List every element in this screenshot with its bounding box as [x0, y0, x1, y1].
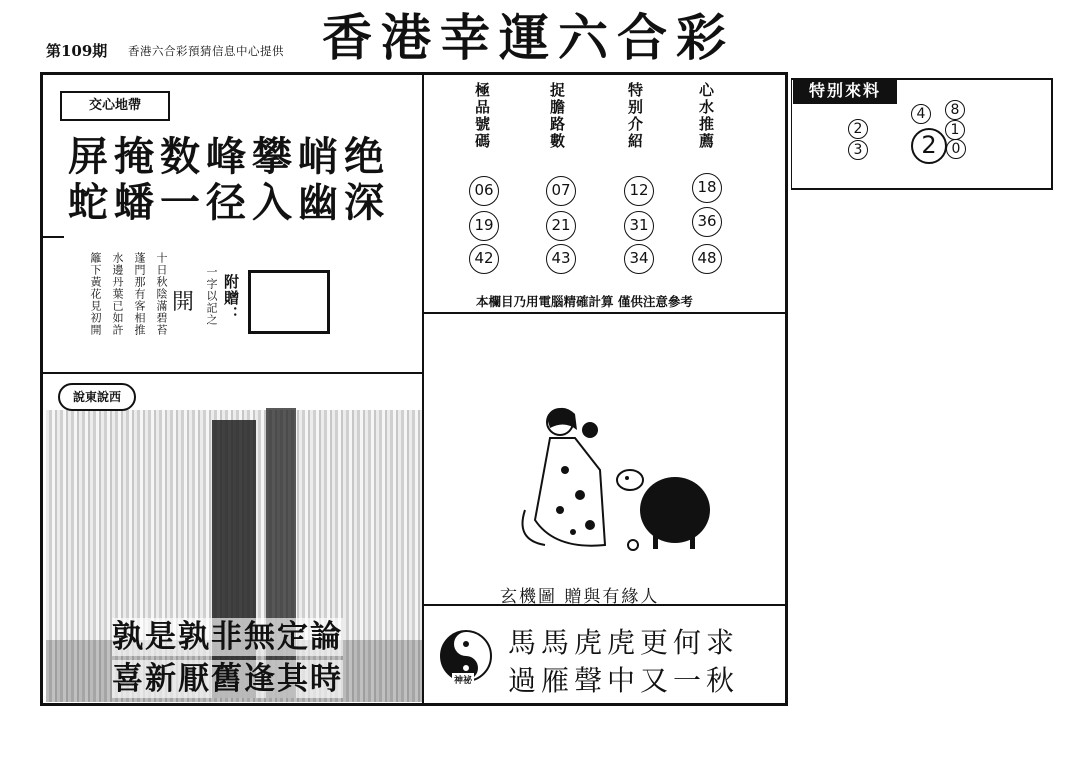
east-west-tag: 說東說西	[58, 383, 136, 411]
sheep-icon	[617, 470, 710, 550]
special-number: 2	[848, 119, 868, 139]
poem-divider-stub	[42, 236, 64, 238]
number-ball: 07	[546, 176, 576, 206]
special-number: 0	[946, 139, 966, 159]
left-divider	[42, 372, 422, 374]
number-ball: 34	[624, 244, 654, 274]
special-number: 8	[945, 100, 965, 120]
mystery-caption: 玄機圖 贈與有緣人	[500, 587, 660, 607]
column-heading-bold: 捉膽路數	[548, 82, 566, 150]
special-number: 3	[848, 140, 868, 160]
riddle-line-2: 蓬門那有客相推	[133, 252, 146, 336]
special-title: 特别來料	[793, 78, 897, 104]
number-ball: 43	[546, 244, 576, 274]
poem-line-2: 蛇蟠一径入幽深	[68, 179, 390, 226]
column-heading-special: 特别介紹	[626, 82, 644, 150]
east-west-line-1: 孰是孰非無定論	[112, 619, 343, 655]
poem-line-1: 屏掩数峰攀峭绝	[68, 133, 390, 180]
disclaimer-note: 本欄目乃用電腦精確計算 僅供注意參考	[476, 294, 693, 309]
gift-label: 附贈：	[222, 274, 240, 322]
number-ball: 19	[469, 211, 499, 241]
column-heading-best: 極品號碼	[473, 82, 491, 150]
number-ball: 12	[624, 176, 654, 206]
woman-figure-icon	[523, 408, 606, 546]
number-ball: 42	[469, 244, 499, 274]
number-ball: 06	[469, 176, 499, 206]
riddle-line-3: 水邊丹葉已如許	[111, 252, 124, 336]
east-west-line-2: 喜新厭舊逢其時	[112, 661, 343, 697]
number-ball: 31	[624, 211, 654, 241]
special-big-number: 2	[911, 128, 947, 164]
heart-zone-tag: 交心地帶	[60, 91, 170, 121]
number-ball: 36	[692, 207, 722, 237]
yin-yang-seal: 神祕	[452, 673, 474, 686]
mystery-illustration	[505, 400, 720, 570]
issue-number: 第109期	[46, 42, 108, 60]
provider-text: 香港六合彩預猜信息中心提供	[128, 44, 284, 58]
gift-answer-box	[248, 270, 330, 334]
riddle-open-char: 開	[172, 290, 195, 315]
mystery-verse-1: 馬馬虎虎更何求	[508, 626, 740, 659]
riddle-line-4: 籬下黃花見初開	[89, 252, 102, 336]
number-ball: 21	[546, 211, 576, 241]
right-top-divider	[424, 312, 788, 314]
number-ball: 48	[692, 244, 722, 274]
number-ball: 18	[692, 173, 722, 203]
special-number: 4	[911, 104, 931, 124]
riddle-line-1: 十日秋陰滿碧苔	[155, 252, 168, 336]
column-heading-recommend: 心水推薦	[697, 82, 715, 150]
center-divider	[422, 74, 424, 706]
special-number: 1	[945, 120, 965, 140]
page-title: 香港幸運六合彩	[322, 8, 735, 67]
mystery-verse-2: 過雁聲中又一秋	[508, 664, 740, 697]
riddle-hint: 一字以記之	[205, 266, 218, 326]
